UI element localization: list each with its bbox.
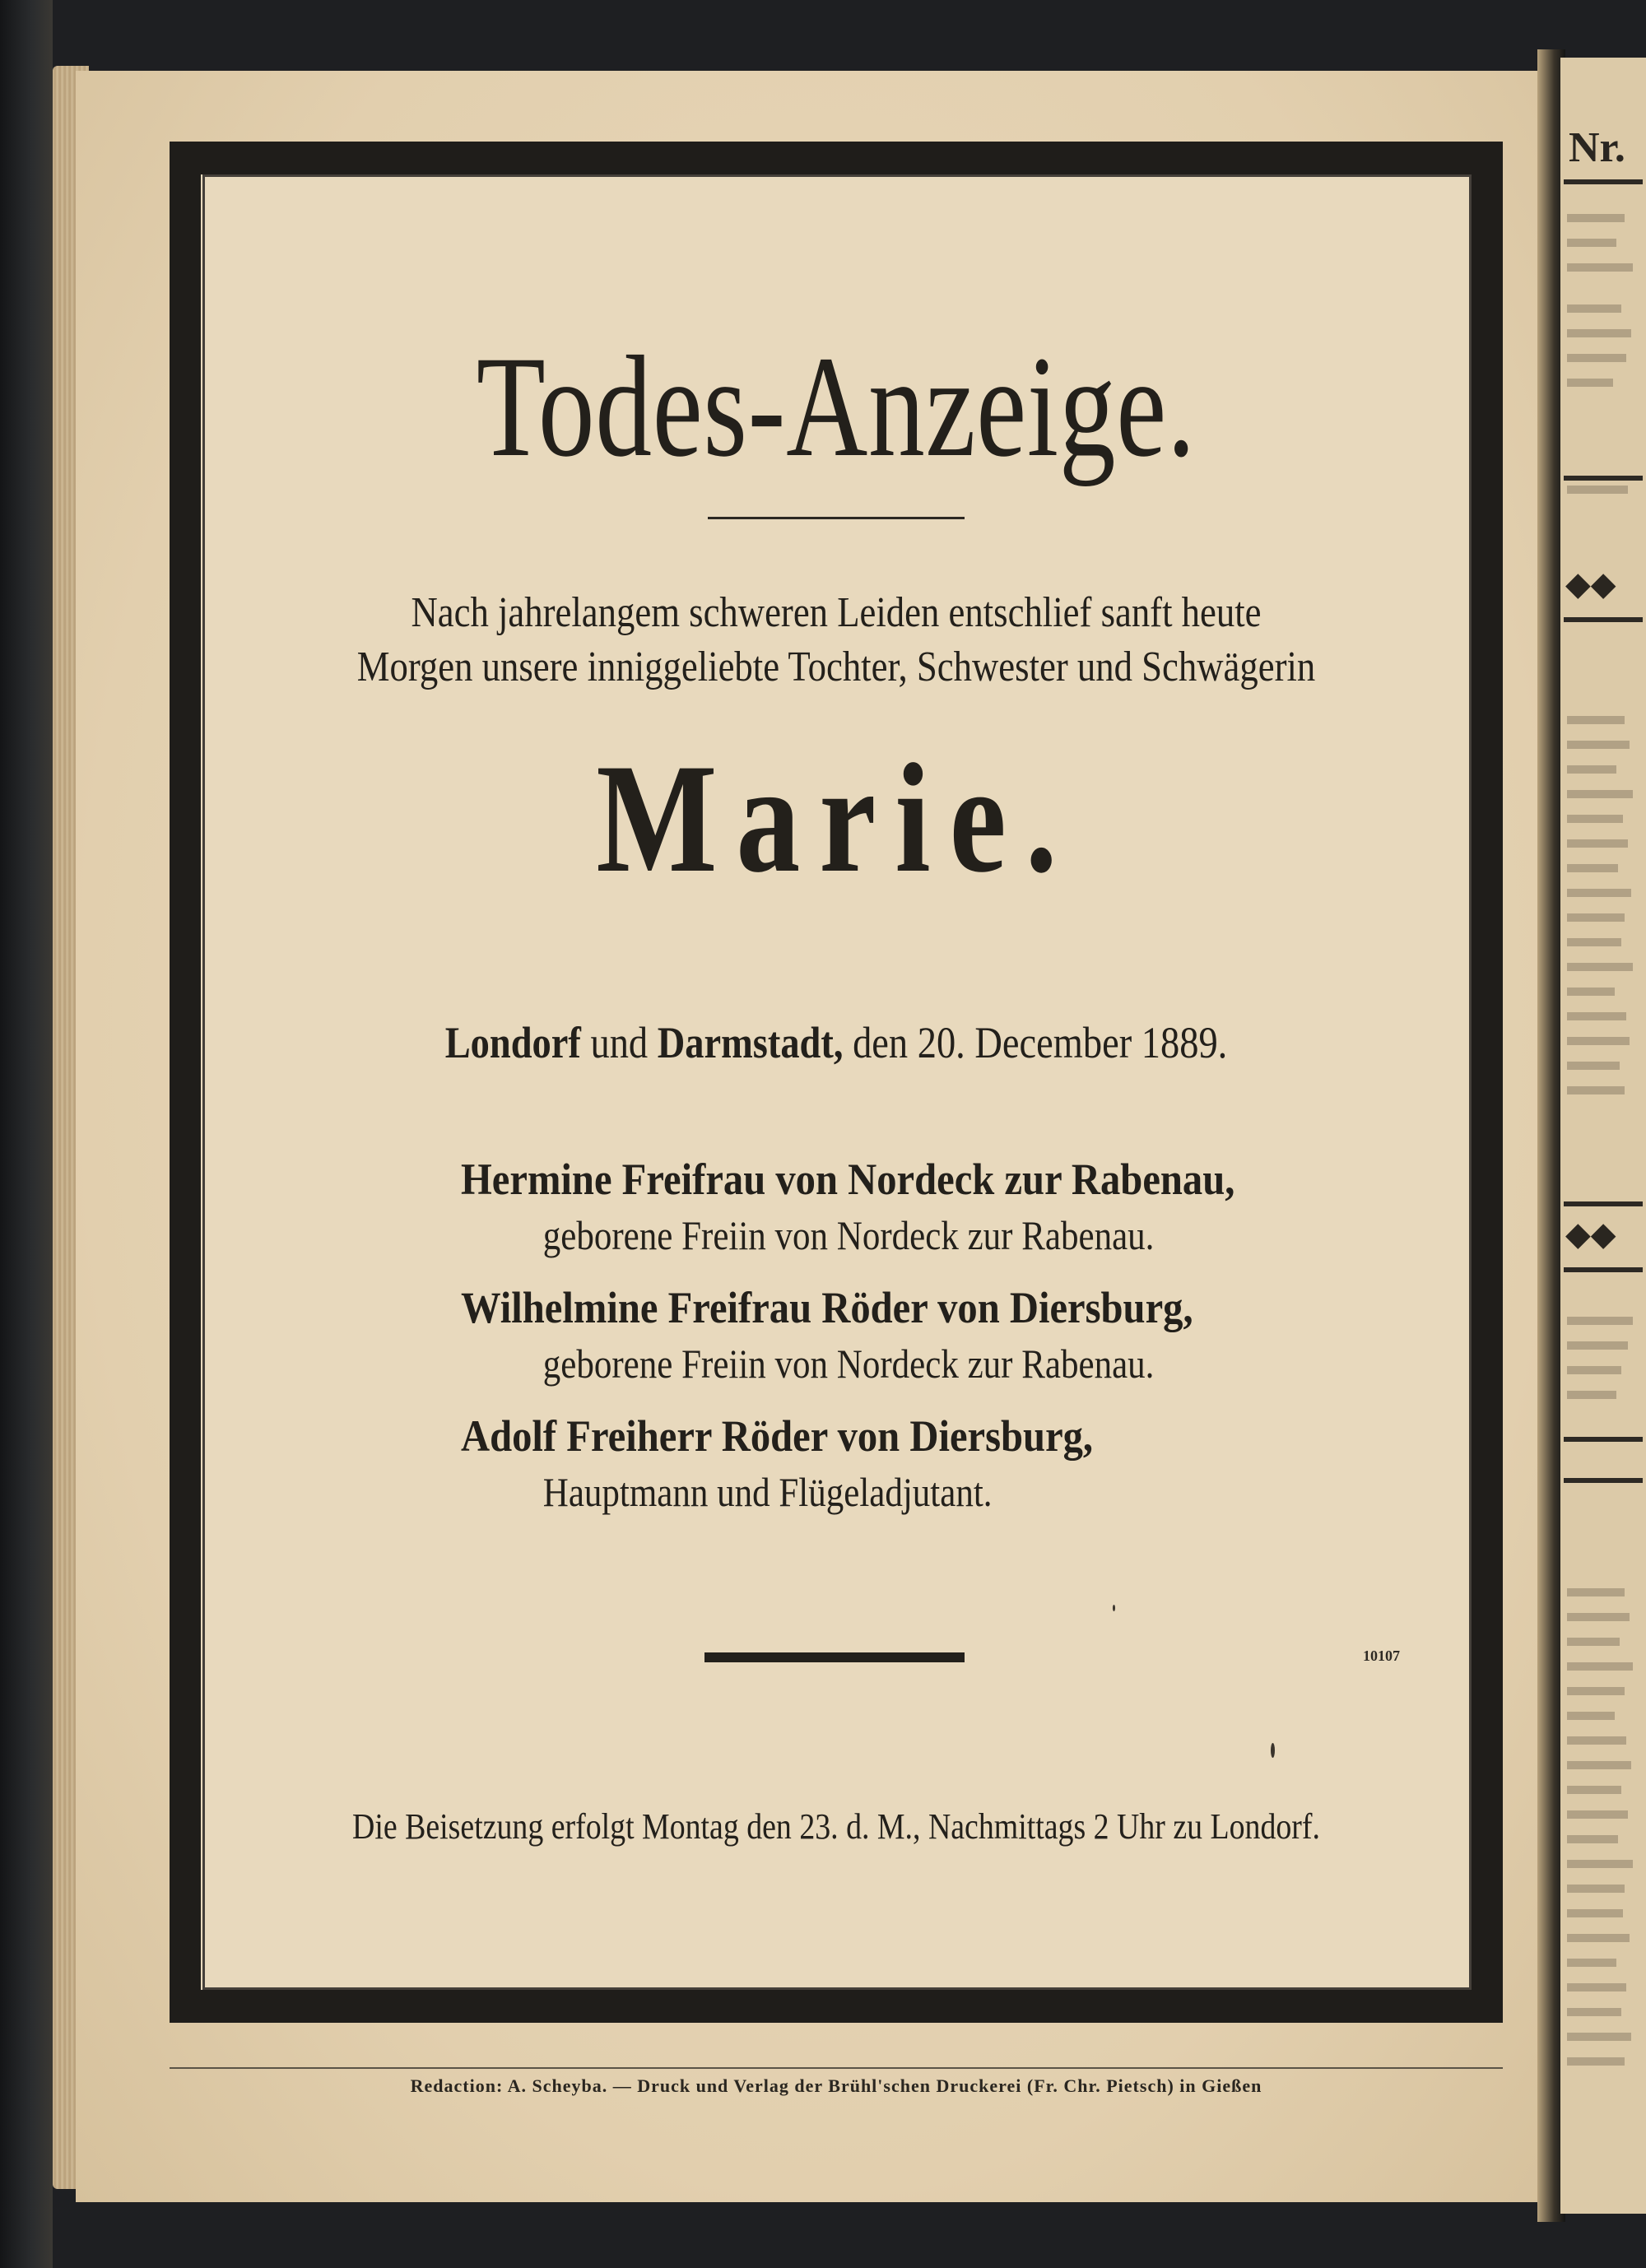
intro-line-2: Morgen unsere inniggeliebte Tochter, Schwester und Schwägerin: [356, 644, 1316, 690]
title-divider: [708, 517, 965, 519]
intro-line-1: Nach jahrelangem schweren Leiden entschlief sanft heute: [411, 589, 1262, 636]
mourner-entry: [461, 1279, 1448, 1391]
adjacent-rule: [1564, 617, 1643, 622]
adjacent-rule: [1564, 1478, 1643, 1483]
mourner-entry: [461, 1407, 1448, 1519]
notice-title: Todes-Anzeige.: [476, 327, 1197, 487]
mourner-name: Wilhelmine Freifrau Röder von Diersburg,: [461, 1283, 1193, 1332]
adjacent-rule: [1564, 1267, 1643, 1272]
ink-speck: [1271, 1743, 1275, 1758]
adjacent-rule: [1564, 1437, 1643, 1442]
funeral-notice: Die Beisetzung erfolgt Montag den 23. d. M., Nachmittags 2 Uhr zu Londorf.: [352, 1806, 1320, 1847]
diamond-ornament-icon: ◆◆: [1565, 565, 1616, 602]
adjacent-page-fragment: [1560, 58, 1646, 2214]
printer-imprint: Redaction: A. Scheyba. — Druck und Verlag der Brühl'schen Druckerei (Fr. Chr. Pietsch) in Gießen: [410, 2075, 1262, 2096]
mourner-detail: geborene Freiin von Nordeck zur Rabenau.: [542, 1212, 1155, 1258]
mourner-name: Hermine Freifrau von Nordeck zur Rabenau,: [461, 1155, 1235, 1204]
place-2: Darmstadt,: [657, 1018, 844, 1067]
mourner-name: Adolf Freiherr Röder von Diersburg,: [461, 1411, 1094, 1461]
ink-speck: [1113, 1605, 1115, 1611]
place-connector: und: [590, 1018, 649, 1067]
adjacent-rule: [1564, 179, 1643, 184]
diamond-ornament-icon: ◆◆: [1565, 1215, 1616, 1253]
mourners-list: [461, 1150, 1448, 1536]
ad-number: 10107: [1363, 1648, 1400, 1664]
mourner-detail: Hauptmann und Flügeladjutant.: [542, 1469, 993, 1515]
closing-divider: [704, 1652, 965, 1662]
book-binding: [0, 0, 53, 2268]
adjacent-rule: [1564, 1201, 1643, 1206]
adjacent-page-heading: Nr.: [1569, 124, 1625, 171]
place-date-line: [263, 1014, 1409, 1071]
place-1: Londorf: [444, 1018, 581, 1067]
mourner-entry: [461, 1150, 1448, 1262]
deceased-name: Marie.: [596, 732, 1076, 905]
footer-rule: [170, 2067, 1503, 2069]
mourner-detail: geborene Freiin von Nordeck zur Rabenau.: [542, 1341, 1155, 1387]
notice-date: den 20. December 1889.: [853, 1018, 1228, 1067]
intro-text: [263, 586, 1409, 695]
adjacent-rule: [1564, 476, 1643, 481]
